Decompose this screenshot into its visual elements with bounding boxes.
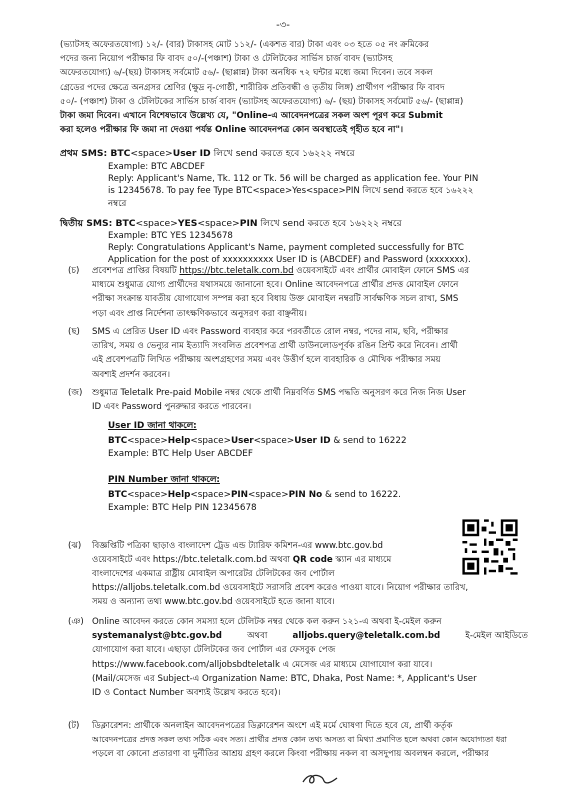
space-token: <space> [248, 490, 289, 501]
item-jha [70, 539, 528, 582]
sms-instruction: & send to 16222. [322, 490, 401, 501]
sms-example: Example: BTC Help PIN 12345678 [108, 502, 257, 513]
sms-command: BTC [108, 436, 128, 447]
text-line: পড়লে বা কোনো প্রতারণা বা দুর্নীতির আশ্রয় গ্রহণ করলে কিংবা পরীক্ষায় নকল বা অসদুপায় অবলম্বন করলে, পরীক্ষার [92, 749, 489, 760]
text-line: পরীক্ষা সংক্রান্ত যাবতীয় যোগাযোগ সম্পন্ন করা হবে বিধায় উক্ত মোবাইল নম্বরটি সার্বক্ষণিক সচল রাখা, SMS [92, 294, 459, 305]
website-link[interactable]: https://btc.teletalk.com.bd [179, 266, 294, 276]
sms-command: YES [177, 218, 198, 229]
sms-example: Example: BTC YES 12345678 [108, 231, 233, 241]
second-sms-label: দ্বিতীয় SMS: [60, 218, 113, 229]
text-line: আবেদনপত্রের প্রদত্ত সকল তথ্য সঠিক এবং সত্য। প্রার্থীর প্রদত্ত কোন তথ্য অসত্য বা মিথ্যা প্রমাণিত হলে অথবা কোন অযোগ্যতা ধরা [92, 735, 507, 745]
text-line: ID ও Contact Number অবশ্যই উল্লেখ করতে হবে)। [92, 688, 281, 699]
item-cha [70, 264, 528, 321]
text-line: যোগাযোগ করা যাবে। এছাড়া টেলিটকের জব পোর্টাল এর ফেসবুক পেজ [92, 645, 336, 656]
text-line: https://alljobs.teletalk.com.bd ওয়েবসাইটে সরাসরি প্রবেশ করেও পাওয়া যাবে। নিয়োগ পরীক্ষার তারিখ, [92, 583, 469, 593]
second-sms-details [108, 230, 528, 267]
text-line: ID এবং Password পুনরুদ্ধার করতে পারবেন। [92, 402, 252, 413]
text-line: (Mail/মেসেজ এর Subject-এ Organization Name: BTC, Dhaka, Post Name: *, Applicant's User [92, 673, 477, 684]
section-heading: PIN Number জানা থাকলে: [108, 475, 220, 485]
sms-command: User ID [172, 148, 211, 159]
text-span: ওয়েবসাইটে এবং https://btc.teletalk.com.bd অথবা [92, 555, 293, 566]
text-line [92, 629, 528, 643]
text-span: ই-মেইল আইডিতে [465, 631, 528, 642]
text-line: অফেরতযোগ্য) ৬/-(ছয়) টাকাসহ সর্বমোট ৫৬/- (ছাপ্পান্ন) টাকা অনধিক ৭২ ঘন্টার মধ্যে জমা দিবেন। তবে সকল [60, 68, 433, 79]
text-line: সময় ও অন্যান্য তথ্য www.btc.gov.bd ওয়েবসাইটে হতে জানা যাবে। [92, 597, 335, 608]
sms-instruction: & send to 16222 [330, 436, 407, 447]
text-line: টাকা জমা দিবেন। এখানে বিশেষভাবে উল্লেখ্য যে, "Online-এ আবেদনপত্রের সকল অংশ পূরণ করে Submit [60, 111, 443, 122]
text-line: ডিক্লারেশন: প্রার্থীকে অনলাইন আবেদনপত্রের ডিক্লারেশন অংশে এই মর্মে ঘোষণা দিতে হবে যে, প্রার্থী কর্তৃক [92, 721, 453, 731]
text-line [92, 266, 469, 276]
text-line: অবশ্যই প্রদর্শন করবেন। [92, 369, 171, 380]
sms-example: Example: BTC Help User ABCDEF [108, 448, 253, 459]
space-token: <space> [127, 436, 168, 447]
second-sms-heading [60, 216, 402, 231]
text-line: SMS এ প্রেরিত User ID এবং Password ব্যবহার করে পরবর্তীতে রোল নম্বর, পদের নাম, ছবি, পরীক্ষার [92, 327, 449, 337]
sms-command: User [230, 436, 254, 447]
sms-reply: Application for the post of xxxxxxxxxx User ID is (ABCDEF) and Password (xxxxxxx). [108, 255, 471, 266]
sms-command: Help [167, 436, 191, 447]
sms-reply: Reply: Applicant's Name, Tk. 112 or Tk. 56 will be charged as application fee. Your PIN [108, 174, 479, 185]
section-heading: User ID জানা থাকলে: [108, 421, 197, 431]
item-ta [70, 719, 528, 762]
item-ja [70, 386, 528, 414]
first-sms-details [108, 161, 528, 210]
item-marker: (ছ) [68, 327, 80, 337]
text-line: বিজ্ঞপ্তিটি পত্রিকা ছাড়াও বাংলাদেশ ট্রেড এন্ড ট্যারিফ কমিশন-এর www.btc.gov.bd [92, 541, 384, 551]
sms-command: PIN [239, 218, 258, 229]
page-number: -৩- [276, 20, 290, 31]
sms-command: PIN [230, 490, 249, 501]
space-token: <space> [253, 436, 295, 447]
first-sms-heading [60, 146, 355, 161]
text-line: মাধ্যমে শুধুমাত্র যোগ্য প্রার্থীদের যথাসময়ে জানানো হবে। Online আবেদনপত্রে প্রার্থীর প্রদত্ত মোবাইল ফোনে [92, 280, 459, 291]
first-sms-label: প্রথম SMS: [60, 148, 108, 159]
text-span: প্রবেশপত্র প্রাপ্তির বিষয়টি [92, 266, 180, 276]
text-span: ওয়েবসাইটে এবং প্রার্থীর মোবাইল ফোনে SMS এর [293, 266, 470, 276]
space-token: <space> [127, 490, 168, 501]
fee-paragraph [60, 38, 520, 137]
text-line: এই প্রবেশপত্রটি লিখিত পরীক্ষায় অংশগ্রহণের সময় এবং উত্তীর্ণ হলে ব্যবহারিক ও মৌখিক পরীক্ষার সময় [92, 355, 441, 366]
text-line: শুধুমাত্র Teletalk Pre-paid Mobile নম্বর থেকে প্রার্থী নিম্নবর্ণিত SMS পদ্ধতি অনুসরণ করে নিজ নিজ User [92, 388, 466, 398]
item-marker: (ট) [68, 721, 80, 731]
text-line: বাংলাদেশের একমাত্র রাষ্ট্রীয় মোবাইল অপারেটর টেলিটকের জব পোর্টাল [92, 569, 335, 580]
text-line: করা হলেও পরীক্ষার ফি জমা না দেওয়া পর্যন্ত Online আবেদনপত্র কোন অবস্থাতেই গৃহীত হবে না"। [60, 125, 404, 136]
sms-reply: নম্বরে [108, 198, 127, 209]
text-line: ৫০/- (পঞ্চাশ) টাকা ও টেলিটকের সার্ভিস চার্জ বাবদ (ভ্যাটসহ অফেরতযোগ্য) ৬/- (ছয়) টাকাসহ সর্বমোট ৫৬/- (ছাপ্পান্ন) [60, 96, 464, 107]
space-token: <space> [190, 436, 231, 447]
text-line: তারিখ, সময় ও ভেন্যুর নাম ইত্যাদি সংবলিত প্রবেশপত্র প্রার্থী ডাউনলোডপূর্বক রঙিন প্রিন্ট করে নিবেন। প্রার্থী [92, 341, 458, 352]
sms-command: BTC [112, 218, 136, 229]
sms-format [108, 435, 407, 447]
text-line: Online আবেদন করতে কোন সমস্যা হলে টেলিটক নম্বর থেকে কল করুন ১২১-এ অথবা ই-মেইল করুন [92, 617, 442, 627]
sms-reply: Reply: Congratulations Applicant's Name, payment completed successfully for BTC [108, 243, 464, 254]
item-marker: (চ) [68, 266, 80, 276]
space-token: <space> [190, 490, 231, 501]
text-line: গ্রেডের পদের ক্ষেত্রে অনগ্রসর শ্রেণির (ক্ষুদ্র নৃ-গোষ্ঠী, শারীরিক প্রতিবন্ধী ও তৃতীয় লিঙ্গ) প্রার্থীগণ পরীক্ষার ফি বাবদ [60, 82, 445, 93]
user-id-recovery [108, 420, 407, 460]
text-span: অথবা [247, 631, 268, 642]
space-token: <space> [130, 148, 173, 159]
sms-command: User ID [294, 436, 331, 447]
sms-instruction: লিখে send করতে হবে ১৬২২২ নম্বরে [257, 218, 402, 229]
item-chha [70, 325, 528, 382]
signature-icon [300, 770, 340, 788]
sms-command: BTC [108, 490, 128, 501]
qr-code-label: QR code [292, 555, 333, 566]
item-marker: (ঞ) [68, 617, 84, 627]
item-nya [70, 615, 528, 700]
space-token: <space> [197, 218, 240, 229]
item-marker: (ঝ) [68, 541, 82, 551]
text-line: (ভ্যাটসহ অফেরতযোগ্য) ১২/- (বার) টাকাসহ মোট ১১২/- (একশত বার) টাকা এবং ০৩ হতে ০৫ নং ক্রমিকের [60, 40, 429, 50]
email-link[interactable]: alljobs.query@teletalk.com.bd [292, 631, 441, 642]
text-line: https://www.facebook.com/alljobsbdteletalk এ মেসেজ এর মাধ্যমে যোগাযোগ করা যাবে। [92, 659, 433, 670]
sms-format [108, 489, 401, 501]
sms-instruction: লিখে send করতে হবে ১৬২২২ নম্বরে [210, 148, 355, 159]
sms-example: Example: BTC ABCDEF [108, 162, 205, 172]
item-marker: (জ) [68, 388, 83, 398]
sms-command: BTC [107, 148, 131, 159]
sms-command: Help [167, 490, 191, 501]
text-line [92, 555, 391, 565]
item-jha-continued [70, 581, 528, 609]
text-line: পড়া এবং প্রাপ্ত নির্দেশনা তাৎক্ষণিকভাবে অনুসরণ করা বাঞ্ছনীয়। [92, 308, 307, 319]
sms-reply: is 12345678. To pay fee Type BTC<space>Yes<space>PIN লিখে send করতে হবে ১৬২২২ [108, 186, 474, 197]
text-span: স্ক্যান এর মাধ্যমে [332, 555, 392, 566]
space-token: <space> [135, 218, 178, 229]
email-link[interactable]: systemanalyst@btc.gov.bd [92, 631, 222, 642]
pin-recovery [108, 474, 401, 514]
text-line: পদের জন্য নিয়োগ পরীক্ষার ফি বাবদ ৫০/-(পঞ্চাশ) টাকা ও টেলিটকের সার্ভিস চার্জ বাবদ (ভ্যাটসহ [60, 54, 393, 65]
sms-command: PIN No [288, 490, 323, 501]
